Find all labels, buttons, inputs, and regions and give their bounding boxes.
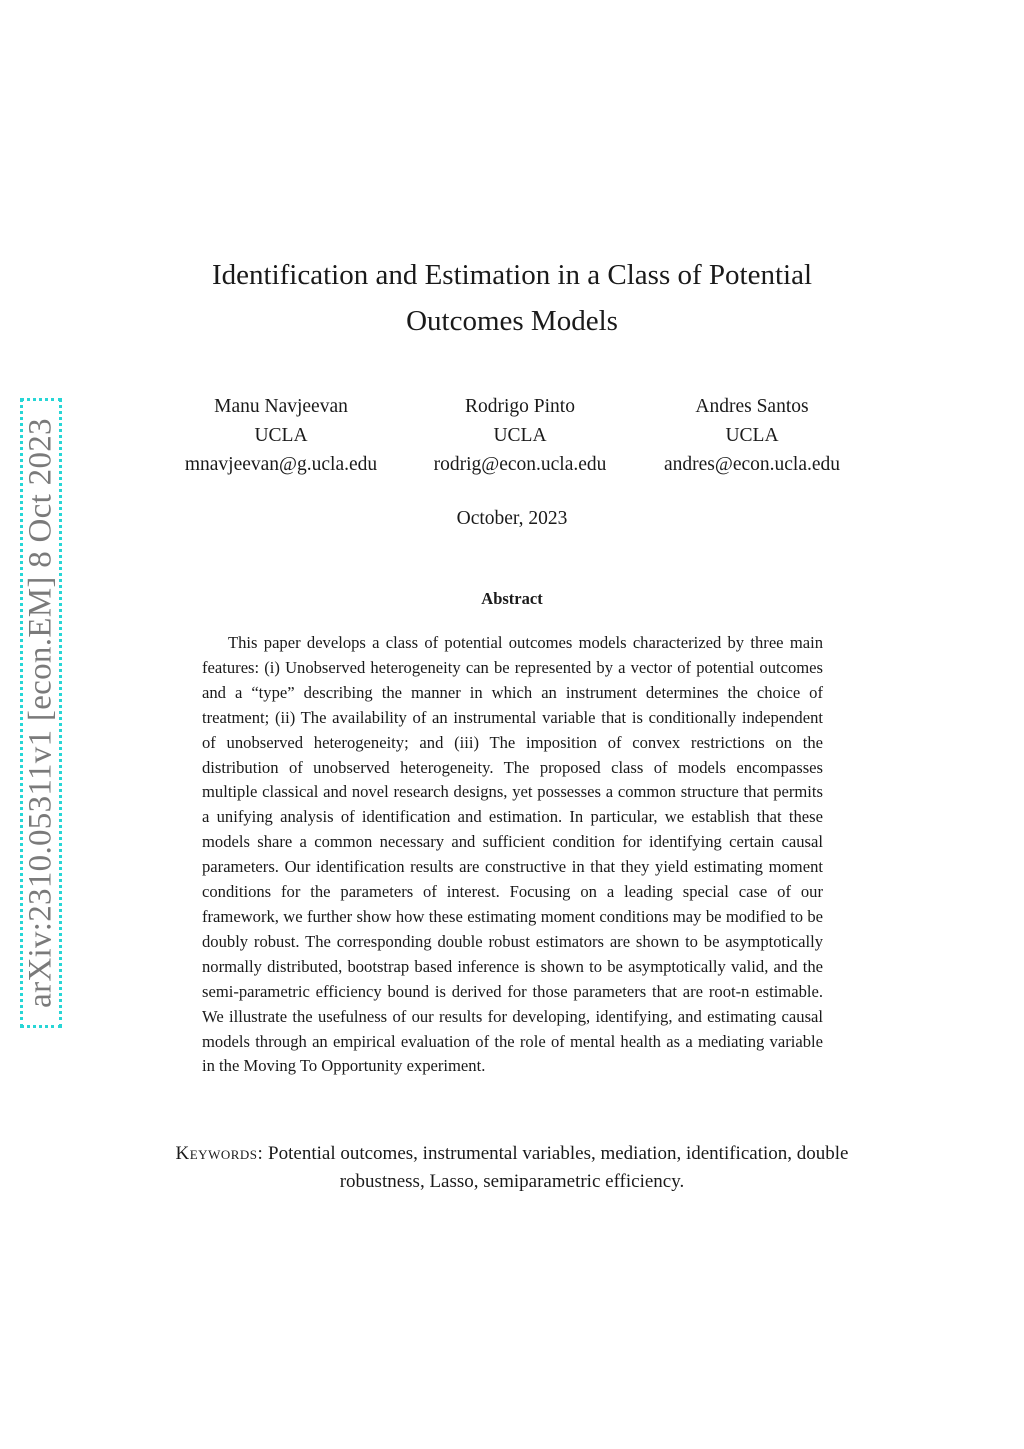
keywords-text: Potential outcomes, instrumental variables, mediation, identification, double robustness, Lasso, semiparametric efficiency. — [268, 1143, 849, 1192]
author-name: Manu Navjeevan — [214, 396, 348, 417]
author-3 — [640, 392, 864, 479]
author-name: Rodrigo Pinto — [465, 396, 575, 417]
author-1 — [170, 392, 392, 479]
keywords-block — [170, 1140, 854, 1196]
author-email: andres@econ.ucla.edu — [663, 454, 841, 475]
author-affiliation: UCLA — [493, 425, 547, 446]
keywords-label: Keywords: — [175, 1143, 264, 1164]
arxiv-stamp — [20, 398, 62, 1028]
author-email: rodrig@econ.ucla.edu — [433, 454, 607, 475]
author-2 — [410, 392, 630, 479]
author-email: mnavjeevan@g.ucla.edu — [184, 454, 378, 475]
abstract-text: This paper develops a class of potential outcomes models characterized by three main features: (i) Unobserved heterogeneity can be represented by a vector of potential outcomes and a “type” describing the manner in which an instrument determines the choice of treatment; (ii) The availability of an instrumental variable that is conditionally independent of unobserved heterogeneity; and (iii) The imposition of convex restrictions on the distribution of unobserved heterogeneity. The proposed class of models encompasses multiple classical and novel research designs, yet possesses a common structure that permits a unifying analysis of identification and estimation. In particular, we establish that these models share a common necessary and sufficient condition for identifying certain causal parameters. Our identification results are constructive in that they yield estimating moment conditions for the parameters of interest. Focusing on a leading special case of our framework, we further show how these estimating moment conditions may be modified to be doubly robust. The corresponding double robust estimators are shown to be asymptotically normally distributed, bootstrap based inference is shown to be asymptotically valid, and the semi-parametric efficiency bound is derived for those parameters that are root-n estimable. We illustrate the usefulness of our results for developing, identifying, and estimating causal models through an empirical evaluation of the role of mental health as a mediating variable in the Moving To Opportunity experiment. — [202, 633, 823, 1076]
abstract-heading: Abstract — [481, 589, 543, 608]
author-affiliation: UCLA — [725, 425, 779, 446]
arxiv-id: arXiv:2310.05311v1 [econ.EM] 8 Oct 2023 — [22, 418, 59, 1008]
author-affiliation: UCLA — [254, 425, 308, 446]
author-name: Andres Santos — [695, 396, 809, 417]
publication-date: October, 2023 — [456, 508, 568, 529]
paper-title: Identification and Estimation in a Class of Potential Outcomes Models — [211, 259, 813, 337]
